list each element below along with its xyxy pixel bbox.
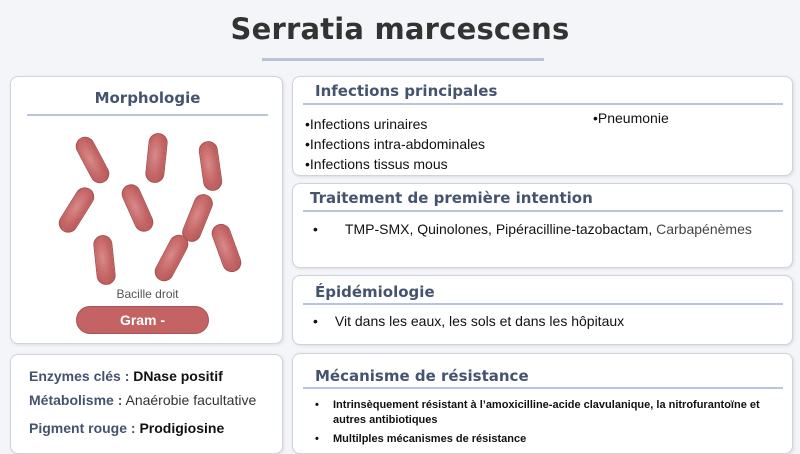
resistance-heading: Mécanisme de résistance — [315, 367, 529, 385]
bacteria-illustration — [11, 77, 284, 345]
enzymes-label: Enzymes clés : — [29, 368, 130, 384]
treatment-heading: Traitement de première intention — [310, 189, 593, 207]
epidemiology-line — [313, 313, 624, 329]
list-item: •Infections intra-abdominales — [305, 136, 485, 152]
bacillus-5 — [119, 181, 157, 234]
metabolism-value: Anaérobie facultative — [125, 392, 257, 408]
epidemiology-underline — [303, 303, 783, 305]
pigment-label: Pigment rouge : — [29, 420, 136, 436]
list-item: •Infections tissus mous — [305, 156, 448, 172]
morphology-card — [10, 76, 283, 344]
epidemiology-card — [292, 275, 793, 345]
bullet-icon: • — [313, 221, 318, 237]
infections-card — [292, 76, 793, 176]
bacillus-2 — [144, 132, 168, 184]
infections-underline — [303, 103, 783, 105]
infections-side-item: •Pneumonie — [593, 110, 669, 126]
pigment-value: Prodigiosine — [139, 420, 225, 436]
pigment-row — [29, 420, 224, 436]
resistance-card — [292, 353, 793, 454]
title-underline — [262, 58, 544, 61]
page-title: Serratia marcescens — [230, 12, 570, 46]
morphology-heading: Morphologie — [94, 89, 201, 107]
enzymes-value: DNase positif — [133, 368, 223, 384]
resistance-underline — [303, 387, 783, 389]
treatment-text-extra: Carbapénèmes — [656, 221, 752, 237]
epidemiology-heading: Épidémiologie — [315, 283, 435, 301]
epidemiology-text: Vit dans les eaux, les sols et dans les hôpitaux — [334, 313, 625, 329]
bacillus-4 — [55, 184, 98, 236]
bacillus-caption: Bacille droit — [116, 287, 179, 301]
metabolism-label: Métabolisme : — [29, 392, 123, 408]
enzymes-row — [29, 368, 223, 384]
treatment-underline — [303, 210, 783, 212]
bacillus-8 — [151, 231, 191, 284]
infections-heading: Infections principales — [315, 82, 498, 100]
properties-card — [10, 354, 283, 454]
infections-list — [305, 114, 485, 174]
bacillus-9 — [209, 221, 244, 274]
metabolism-row — [29, 392, 256, 408]
bacillus-7 — [92, 234, 116, 286]
treatment-line — [313, 221, 752, 237]
list-item: • Multilples mécanismes de résistance — [311, 432, 781, 447]
treatment-text: TMP-SMX, Quinolones, Pipéracilline-tazobactam, — [344, 221, 653, 237]
bullet-icon: • — [313, 313, 318, 329]
list-item: • Intrinsèquement résistant à l’amoxicilline-acide clavulanique, la nitrofurantoïne et autres antibiotiques — [311, 398, 781, 428]
treatment-card — [292, 183, 793, 268]
list-item: •Infections urinaires — [305, 116, 428, 132]
resistance-list — [311, 398, 781, 451]
bacillus-1 — [72, 133, 112, 186]
bacillus-3 — [198, 140, 224, 192]
gram-badge: Gram - — [76, 306, 209, 334]
